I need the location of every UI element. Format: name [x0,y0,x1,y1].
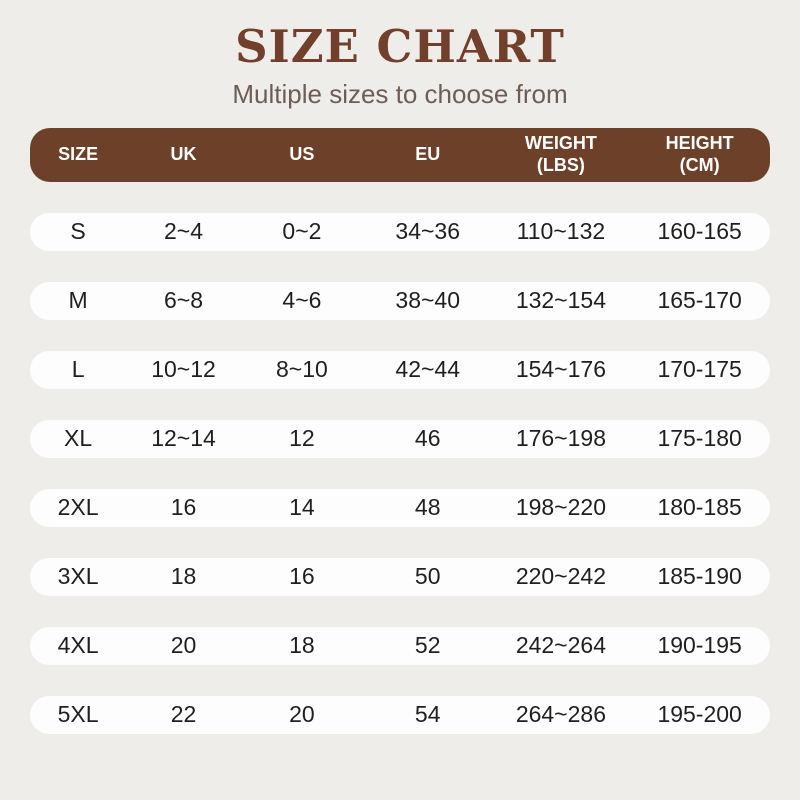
cell-us: 20 [289,701,315,728]
cell-weight: 198~220 [515,494,606,521]
cell-weight: 154~176 [515,356,606,383]
cell-size: M [68,287,88,314]
cell-weight: 242~264 [515,632,606,659]
cell-eu: 38~40 [395,287,461,314]
column-header-size [30,144,126,166]
cell-height: 185-190 [657,563,742,590]
cell-us: 18 [289,632,315,659]
cell-eu: 48 [414,494,441,521]
table-row-3xl [30,558,770,596]
cell-uk: 18 [170,563,197,590]
cell-uk: 20 [170,632,197,659]
cell-size: L [71,356,85,383]
cell-size: 2XL [57,494,99,521]
column-header-weight-label: WEIGHT [524,132,597,153]
cell-weight: 220~242 [515,563,606,590]
cell-eu: 46 [414,425,441,452]
cell-uk: 10~12 [151,356,216,383]
column-header-height-label: HEIGHT [665,132,734,153]
cell-weight: 132~154 [515,287,606,314]
cell-uk: 2~4 [164,218,204,245]
cell-us: 14 [289,494,315,521]
column-header-us [241,144,363,166]
cell-eu: 34~36 [395,218,461,245]
column-header-us-label: US [289,143,315,164]
table-row-m [30,282,770,320]
size-table [30,128,770,734]
cell-us: 0~2 [282,218,322,245]
cell-weight: 264~286 [515,701,606,728]
cell-eu: 52 [414,632,441,659]
page-subtitle: Multiple sizes to choose from [232,79,568,110]
cell-height: 180-185 [657,494,742,521]
cell-uk: 12~14 [151,425,216,452]
cell-us: 12 [289,425,315,452]
cell-height: 160-165 [657,218,742,245]
column-header-height-unit: (CM) [679,154,720,175]
page-title: SIZE CHART [235,20,565,73]
cell-size: 4XL [57,632,99,659]
cell-uk: 6~8 [164,287,204,314]
column-header-eu [363,144,493,166]
column-header-height [629,133,770,176]
cell-uk: 16 [170,494,197,521]
column-header-eu-label: EU [415,143,441,164]
cell-height: 170-175 [657,356,742,383]
column-header-size-label: SIZE [58,143,99,164]
cell-us: 4~6 [282,287,322,314]
cell-eu: 54 [414,701,441,728]
column-header-weight-unit: (LBS) [536,154,585,175]
cell-eu: 50 [414,563,441,590]
table-row-4xl [30,627,770,665]
cell-weight: 110~132 [516,218,606,245]
cell-height: 195-200 [657,701,742,728]
cell-size: S [70,218,86,245]
column-header-uk [126,144,241,166]
cell-size: 3XL [57,563,99,590]
cell-weight: 176~198 [515,425,606,452]
cell-us: 16 [289,563,315,590]
table-header-row [30,128,770,182]
cell-uk: 22 [170,701,197,728]
table-row-l [30,351,770,389]
table-row-2xl [30,489,770,527]
table-row-5xl [30,696,770,734]
cell-size: 5XL [57,701,99,728]
cell-height: 190-195 [657,632,742,659]
cell-us: 8~10 [276,356,328,383]
table-row-s [30,213,770,251]
cell-eu: 42~44 [395,356,461,383]
table-row-xl [30,420,770,458]
column-header-weight [492,133,629,176]
cell-size: XL [64,425,93,452]
cell-height: 165-170 [657,287,742,314]
cell-height: 175-180 [657,425,742,452]
column-header-uk-label: UK [170,143,197,164]
